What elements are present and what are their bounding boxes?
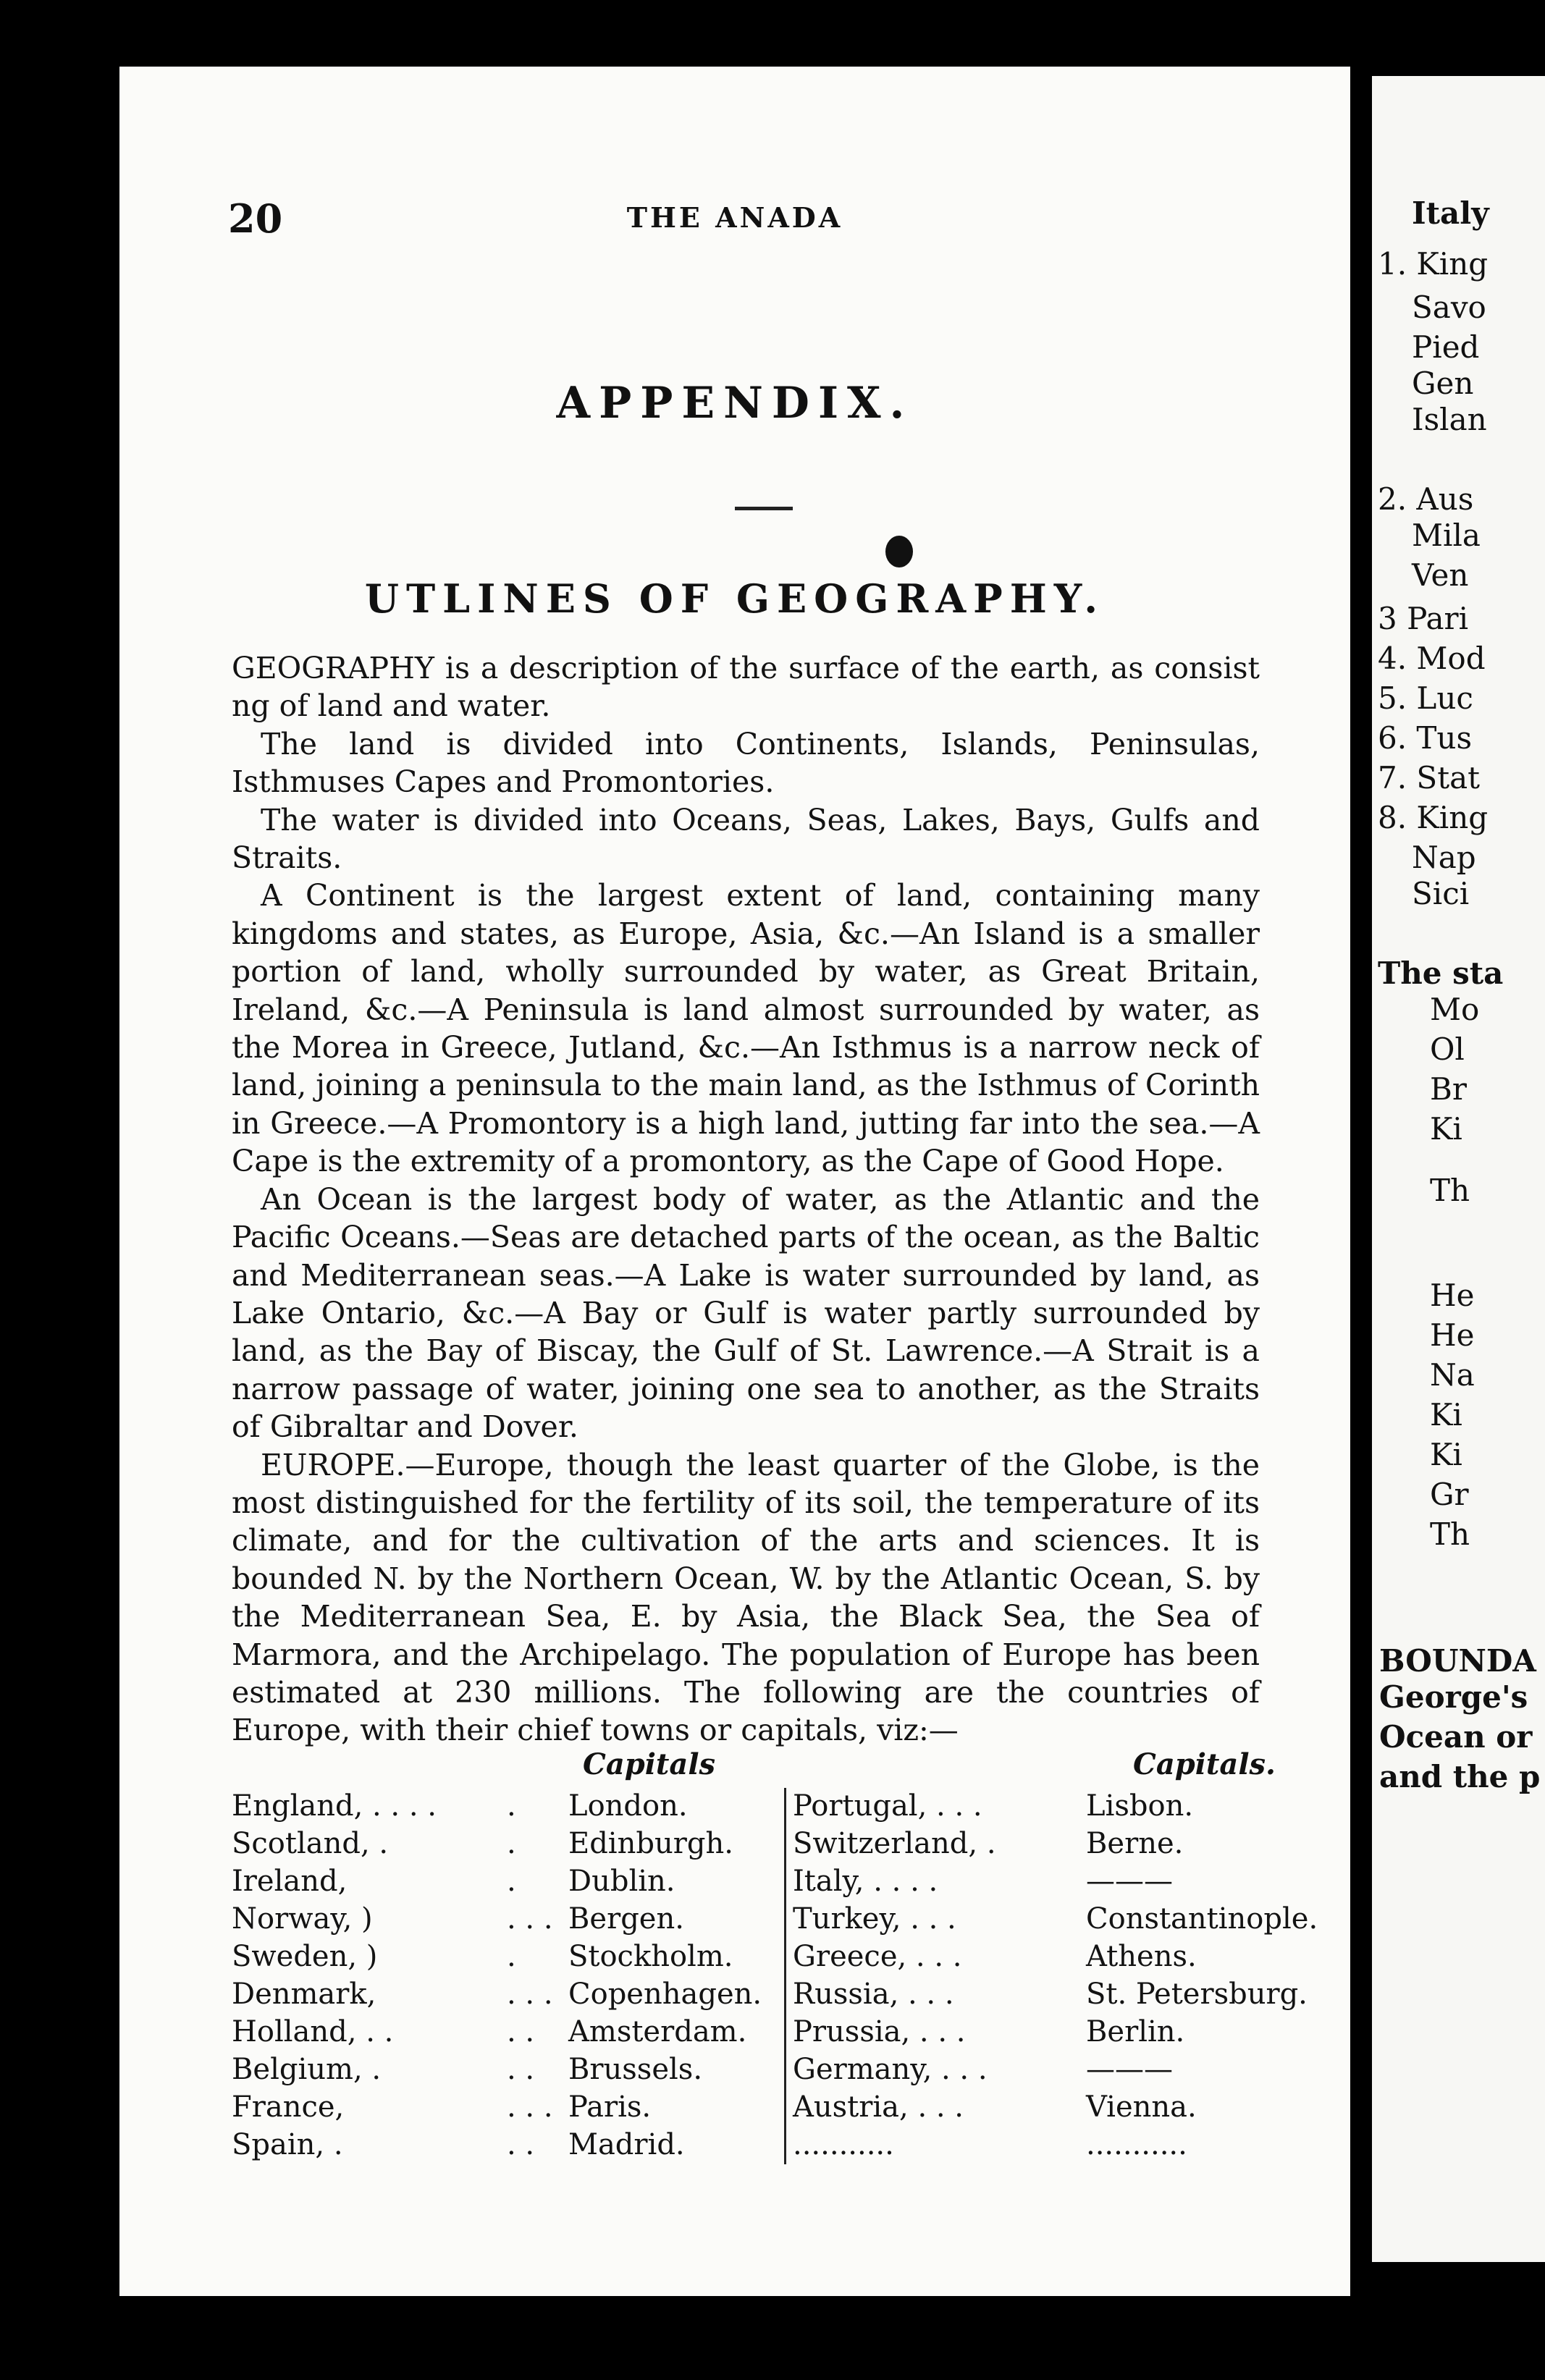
capital-right: ——— (1086, 1865, 1173, 1898)
table-row (232, 2090, 1260, 2128)
next-page-line: Gen (1412, 366, 1474, 401)
next-page-line: The sta (1378, 955, 1504, 991)
next-page-line: 4. Mod (1378, 641, 1486, 676)
next-page-line: 7. Stat (1378, 760, 1480, 796)
ornament-dot (885, 536, 913, 567)
paragraph-text: is a description of the surface of the earth, as consist ng of land and water. (232, 651, 1260, 724)
dot-leader: . (507, 1940, 516, 1973)
next-page-line: Th (1430, 1516, 1470, 1552)
dot-leader: . (507, 1827, 516, 1860)
paragraph-lead: GEOGRAPHY (232, 651, 434, 685)
dot-leader: . . (507, 2015, 535, 2048)
table-row (232, 1940, 1260, 1978)
next-page-line: 6. Tus (1378, 720, 1473, 756)
next-page-line: Br (1430, 1071, 1467, 1107)
next-page-line: Na (1430, 1357, 1475, 1393)
country-left: Belgium, . (232, 2053, 382, 2086)
capital-right: Lisbon. (1086, 1789, 1194, 1823)
paragraph-text: —Europe, though the least quarter of the Globe, is the most distinguished for the fertility of its soil, the temperature of its climate, and for the cultivation of the arts and sciences. It is bounded N. by the Northern Ocean, W. by the Atlantic Ocean, S. by the Mediterranean Sea, E. by Asia, the Black Sea, the Sea of Marmora, and the Archipelago. The population of Europe has been estimated at 230 millions. The following are the countries of Europe, with their chief towns or capitals, viz:— (232, 1447, 1260, 1748)
paragraph-text: The water is divided into Oceans, Seas, Lakes, Bays, Gulfs and Straits. (232, 802, 1260, 876)
capital-left: Madrid. (568, 2128, 685, 2161)
country-left: Spain, . (232, 2128, 343, 2161)
capital-left: Stockholm. (568, 1940, 733, 1973)
next-page-line: Sici (1412, 876, 1470, 911)
next-page-line: Gr (1430, 1477, 1469, 1512)
next-page-line: Ocean or (1379, 1719, 1533, 1755)
country-left: Denmark, (232, 1978, 376, 2011)
next-page-line: 1. King (1378, 246, 1489, 282)
paragraph-lead: EUROPE. (261, 1447, 405, 1482)
capital-left: London. (568, 1789, 688, 1823)
table-row (232, 2053, 1260, 2090)
paragraph (232, 1446, 1260, 1750)
paragraph (232, 877, 1260, 1180)
table-divider (784, 1788, 786, 2164)
country-left: Scotland, . (232, 1827, 389, 1860)
next-page-edge (1372, 76, 1545, 2262)
country-left: Norway, ) (232, 1902, 373, 1936)
capital-left: Brussels. (568, 2053, 703, 2086)
table-row (232, 1978, 1308, 2015)
next-page-line: Ki (1430, 1111, 1462, 1147)
paragraph (232, 725, 1260, 801)
capital-right: Athens. (1086, 1940, 1197, 1973)
next-page-line: 5. Luc (1378, 680, 1473, 716)
country-right: Switzerland, . (793, 1827, 996, 1860)
next-page-line: Ven (1412, 557, 1469, 593)
capitals-table (232, 1789, 1318, 2166)
capital-left: Amsterdam. (568, 2015, 747, 2048)
country-right: Turkey, . . . (793, 1902, 956, 1936)
capital-right: Constantinople. (1086, 1902, 1318, 1936)
next-page-line: He (1430, 1278, 1475, 1313)
dot-leader: . (507, 1789, 516, 1823)
next-page-line: 3 Pari (1378, 601, 1468, 636)
capital-right: Vienna. (1086, 2090, 1197, 2124)
capital-right: ——— (1086, 2053, 1173, 2086)
capitals-header-right: Capitals. (1133, 1747, 1276, 1781)
next-page-line: Nap (1412, 840, 1476, 875)
body-text (232, 649, 1260, 1750)
country-left: Ireland, (232, 1865, 348, 1898)
paragraph (232, 1181, 1260, 1446)
capital-left: Dublin. (568, 1865, 675, 1898)
paragraph-text: The land is divided into Continents, Islands, Peninsulas, Isthmuses Capes and Promontories. (232, 726, 1260, 800)
table-row (232, 2128, 1260, 2166)
dot-leader: . . . (507, 1902, 553, 1936)
next-page-line: Italy (1412, 195, 1489, 231)
capital-right: Berne. (1086, 1827, 1184, 1860)
country-right: Portugal, . . . (793, 1789, 982, 1823)
dot-leader: . . . (507, 2090, 553, 2124)
next-page-line: Mila (1412, 518, 1481, 553)
next-page-line: BOUNDA (1379, 1643, 1536, 1679)
country-left: England, . . . . (232, 1789, 437, 1823)
country-left: Sweden, ) (232, 1940, 378, 1973)
next-page-line: Ki (1430, 1437, 1462, 1472)
capital-left: Copenhagen. (568, 1978, 762, 2011)
next-page-line: George's (1379, 1679, 1528, 1715)
capital-left: Edinburgh. (568, 1827, 733, 1860)
next-page-line: He (1430, 1317, 1475, 1353)
country-left: France, (232, 2090, 345, 2124)
country-right: ........... (793, 2128, 894, 2161)
paragraph (232, 801, 1260, 877)
paragraph (232, 649, 1260, 725)
country-right: Italy, . . . . (793, 1865, 938, 1898)
page-number: 20 (228, 195, 283, 242)
next-page-line: 8. King (1378, 800, 1489, 835)
country-right: Greece, . . . (793, 1940, 962, 1973)
capital-right: ........... (1086, 2128, 1187, 2161)
next-page-line: Pied (1412, 329, 1480, 365)
running-head (119, 195, 1350, 242)
running-title: THE ANADA (626, 201, 843, 234)
country-left: Holland, . . (232, 2015, 394, 2048)
capital-left: Paris. (568, 2090, 652, 2124)
next-page-line: Islan (1412, 402, 1487, 437)
paragraph-text: A Continent is the largest extent of land, containing many kingdoms and states, as Europe, Asia, &c.—An Island is a smaller portion of land, wholly surrounded by water, as Great Britain, Ireland, &c.—A Peninsula is land almost surrounded by water, as the Morea in Greece, Jutland, &c.—An Isthmus is a narrow neck of land, joining a peninsula to the main land, as the Isthmus of Corinth in Greece.—A Promontory is a high land, jutting far into the sea.—A Cape is the extremity of a promontory, as the Cape of Good Hope. (232, 878, 1260, 1179)
dot-leader: . . (507, 2053, 535, 2086)
next-page-line: Th (1430, 1173, 1470, 1208)
table-row (232, 1827, 1260, 1865)
book-page (119, 67, 1350, 2296)
country-right: Germany, . . . (793, 2053, 988, 2086)
table-row (232, 1902, 1318, 1940)
dot-leader: . (507, 1865, 516, 1898)
next-page-line: Savo (1412, 290, 1486, 325)
country-right: Austria, . . . (793, 2090, 964, 2124)
table-row (232, 2015, 1260, 2053)
appendix-heading: APPENDIX. (556, 378, 914, 429)
next-page-line: Mo (1430, 992, 1480, 1027)
next-page-line: Ol (1430, 1031, 1465, 1067)
capital-left: Bergen. (568, 1902, 684, 1936)
ornament-rule (735, 507, 793, 510)
capital-right: St. Petersburg. (1086, 1978, 1308, 2011)
geography-heading: UTLINES OF GEOGRAPHY. (364, 575, 1106, 622)
country-right: Russia, . . . (793, 1978, 954, 2011)
next-page-line: Ki (1430, 1397, 1462, 1432)
table-row (232, 1789, 1260, 1827)
next-page-line: and the p (1379, 1759, 1541, 1794)
country-right: Prussia, . . . (793, 2015, 966, 2048)
next-page-line: 2. Aus (1378, 481, 1474, 517)
table-row (232, 1865, 1260, 1902)
capital-right: Berlin. (1086, 2015, 1185, 2048)
paragraph-text: An Ocean is the largest body of water, as the Atlantic and the Pacific Oceans.—Seas are detached parts of the ocean, as the Baltic and Mediterranean seas.—A Lake is water surrounded by land, as Lake Ontario, &c.—A Bay or Gulf is water partly surrounded by land, as the Bay of Biscay, the Gulf of St. Lawrence.—A Strait is a narrow passage of water, joining one sea to another, as the Straits of Gibraltar and Dover. (232, 1181, 1260, 1445)
capitals-header-left: Capitals (583, 1747, 716, 1781)
dot-leader: . . . (507, 1978, 553, 2011)
dot-leader: . . (507, 2128, 535, 2161)
